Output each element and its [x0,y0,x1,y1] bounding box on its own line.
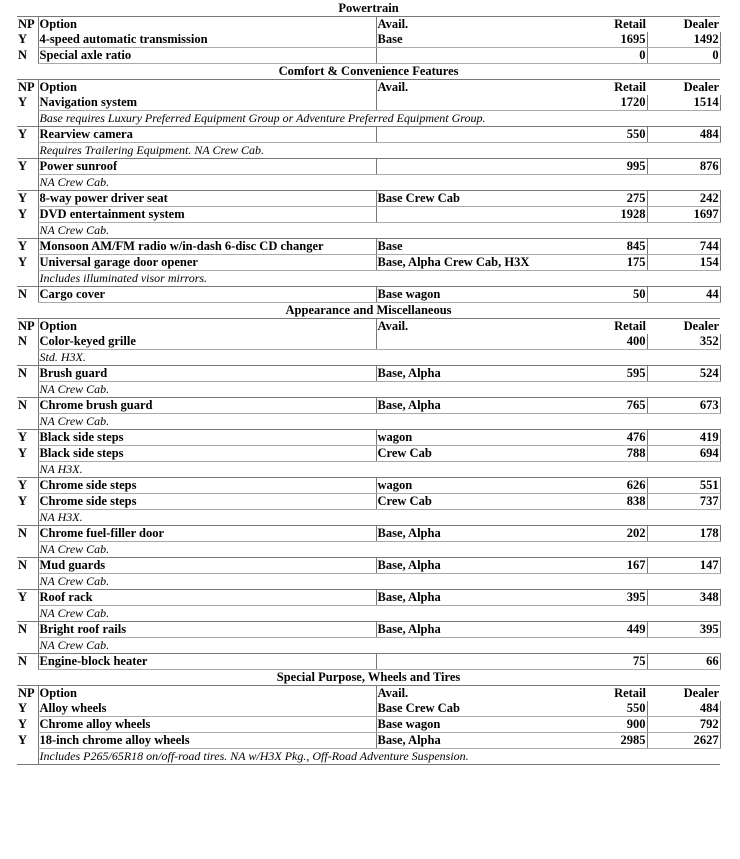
option-note: NA H3X. [38,510,570,526]
option-row [17,430,720,446]
section-title-row [17,670,720,686]
dealer-price: 1697 [647,207,720,223]
np-flag: Y [18,478,28,493]
option-name: 4-speed automatic transmission [38,32,376,48]
option-name: 18-inch chrome alloy wheels [38,733,376,749]
np-flag: N [18,622,28,637]
dealer-price: 1492 [647,32,720,48]
option-row [17,590,720,606]
note-spacer [17,143,38,159]
option-row [17,32,720,48]
retail-price: 0 [570,48,647,64]
option-row [17,159,720,175]
np-flag: N [18,287,28,302]
option-note: NA Crew Cab. [38,175,570,191]
note-row [17,574,720,590]
retail-price: 50 [570,287,647,303]
note-spacer [647,462,720,478]
retail-price: 838 [570,494,647,510]
option-note: NA Crew Cab. [38,542,570,558]
availability [376,48,570,64]
note-row [17,510,720,526]
options-table-body [17,1,720,765]
np-flag: N [18,366,28,381]
retail-price: 765 [570,398,647,414]
option-name: Universal garage door opener [38,255,376,271]
retail-price: 449 [570,622,647,638]
note-spacer [570,350,647,366]
note-row [17,143,720,159]
dealer-price: 44 [647,287,720,303]
section-title: Appearance and Miscellaneous [17,303,720,319]
option-name: Chrome alloy wheels [38,717,376,733]
column-header-np: NP [18,80,35,94]
option-row [17,207,720,223]
note-spacer [570,382,647,398]
option-name: Chrome fuel-filler door [38,526,376,542]
option-name: Power sunroof [38,159,376,175]
note-spacer [647,271,720,287]
availability: Crew Cab [376,446,570,462]
availability: Base, Alpha [376,398,570,414]
availability: Base Crew Cab [376,191,570,207]
section-title-row [17,303,720,319]
option-note: NA H3X. [38,462,570,478]
option-row [17,366,720,382]
retail-price: 1720 [570,95,647,111]
option-note: NA Crew Cab. [38,574,570,590]
column-header-retail: Retail [614,319,646,333]
column-header-retail: Retail [614,17,646,31]
option-row [17,446,720,462]
option-note: Requires Trailering Equipment. NA Crew Cab. [38,143,570,159]
column-header-avail: Avail. [376,319,570,335]
retail-price: 75 [570,654,647,670]
np-flag: N [18,558,28,573]
note-row [17,414,720,430]
note-row [17,462,720,478]
dealer-price: 2627 [647,733,720,749]
availability: Base, Alpha [376,733,570,749]
np-flag: Y [18,430,28,445]
option-name: Roof rack [38,590,376,606]
note-spacer [570,749,647,765]
np-flag: N [18,526,28,541]
option-row [17,654,720,670]
note-spacer [570,606,647,622]
note-spacer [647,510,720,526]
column-header-option: Option [38,686,376,702]
np-flag: Y [18,255,28,269]
column-header-avail: Avail. [376,686,570,702]
dealer-price: 737 [647,494,720,510]
option-name: Chrome brush guard [38,398,376,414]
np-flag: Y [18,95,28,110]
dealer-price: 484 [647,701,720,717]
retail-price: 400 [570,334,647,350]
availability [376,95,570,111]
option-name: Rearview camera [38,127,376,143]
note-spacer [647,382,720,398]
retail-price: 175 [570,255,647,271]
option-note: Includes P265/65R18 on/off-road tires. NA w/H3X Pkg., Off-Road Adventure Suspension. [38,749,570,765]
retail-price: 550 [570,701,647,717]
retail-price: 550 [570,127,647,143]
column-header-dealer: Dealer [683,686,720,700]
dealer-price: 1514 [647,95,720,111]
np-flag: Y [18,191,28,206]
note-row [17,175,720,191]
option-row [17,239,720,255]
np-flag: Y [18,701,28,716]
note-spacer [17,350,38,366]
option-name: Brush guard [38,366,376,382]
note-spacer [570,638,647,654]
option-note: NA Crew Cab. [38,382,570,398]
availability: Base [376,239,570,255]
option-row [17,191,720,207]
note-spacer [647,175,720,191]
column-header-dealer: Dealer [683,80,720,94]
dealer-price: 154 [647,255,720,271]
np-flag: Y [18,733,28,747]
note-spacer [17,175,38,191]
np-flag: Y [18,127,28,142]
retail-price: 167 [570,558,647,574]
option-name: 8-way power driver seat [38,191,376,207]
note-spacer [647,749,720,765]
option-name: Navigation system [38,95,376,111]
option-note: NA Crew Cab. [38,638,570,654]
section-title-row [17,64,720,80]
note-spacer [647,223,720,239]
np-flag: N [18,654,28,669]
np-flag: N [18,334,28,349]
dealer-price: 147 [647,558,720,574]
column-header-row [17,80,720,96]
note-row [17,382,720,398]
option-name: Special axle ratio [38,48,376,64]
option-name: Bright roof rails [38,622,376,638]
option-name: Black side steps [38,446,376,462]
np-flag: N [18,48,28,62]
option-name: Cargo cover [38,287,376,303]
availability: Base, Alpha [376,558,570,574]
option-row [17,717,720,733]
np-flag: N [18,398,28,413]
retail-price: 2985 [570,733,647,749]
np-flag: Y [18,159,28,174]
availability [376,127,570,143]
option-note: Base requires Luxury Preferred Equipment Group or Adventure Preferred Equipment Group. [38,111,570,127]
dealer-price: 178 [647,526,720,542]
np-flag: Y [18,717,28,731]
note-spacer [570,223,647,239]
availability: Base, Alpha [376,366,570,382]
retail-price: 626 [570,478,647,494]
column-header-avail: Avail. [376,80,570,96]
note-spacer [17,574,38,590]
retail-price: 476 [570,430,647,446]
note-spacer [17,414,38,430]
dealer-price: 673 [647,398,720,414]
option-name: Monsoon AM/FM radio w/in-dash 6-disc CD changer [38,239,376,255]
availability: Base [376,32,570,48]
option-row [17,287,720,303]
dealer-price: 876 [647,159,720,175]
np-flag: Y [18,32,28,47]
column-header-retail: Retail [614,80,646,94]
note-spacer [570,542,647,558]
note-spacer [17,749,38,765]
column-header-row [17,17,720,33]
note-spacer [647,414,720,430]
note-row [17,638,720,654]
availability: Base, Alpha [376,622,570,638]
dealer-price: 395 [647,622,720,638]
note-spacer [17,111,38,127]
option-row [17,558,720,574]
dealer-price: 792 [647,717,720,733]
note-spacer [17,638,38,654]
section-title: Powertrain [17,1,720,17]
option-row [17,48,720,64]
retail-price: 788 [570,446,647,462]
note-spacer [570,111,647,127]
option-name: Chrome side steps [38,478,376,494]
note-row [17,111,720,127]
np-flag: Y [18,207,28,221]
option-row [17,334,720,350]
note-spacer [647,638,720,654]
option-row [17,398,720,414]
note-spacer [570,271,647,287]
retail-price: 1695 [570,32,647,48]
note-row [17,542,720,558]
option-row [17,526,720,542]
note-spacer [17,542,38,558]
note-spacer [17,382,38,398]
column-header-option: Option [38,80,376,96]
note-row [17,749,720,765]
retail-price: 900 [570,717,647,733]
note-spacer [570,574,647,590]
column-header-np: NP [18,686,35,700]
section-title: Comfort & Convenience Features [17,64,720,80]
note-spacer [570,462,647,478]
option-row [17,127,720,143]
note-spacer [570,510,647,526]
availability [376,207,570,223]
section-title-row [17,1,720,17]
option-name: Engine-block heater [38,654,376,670]
dealer-price: 0 [647,48,720,64]
dealer-price: 694 [647,446,720,462]
availability [376,334,570,350]
availability [376,654,570,670]
np-flag: Y [18,239,28,254]
column-header-row [17,319,720,335]
availability: Base wagon [376,717,570,733]
section-title: Special Purpose, Wheels and Tires [17,670,720,686]
note-row [17,606,720,622]
availability: Base wagon [376,287,570,303]
option-note: NA Crew Cab. [38,606,570,622]
availability: wagon [376,430,570,446]
column-header-option: Option [38,319,376,335]
option-row [17,733,720,749]
availability: Base, Alpha [376,526,570,542]
column-header-retail: Retail [614,686,646,700]
availability [376,159,570,175]
retail-price: 202 [570,526,647,542]
note-row [17,271,720,287]
option-name: Chrome side steps [38,494,376,510]
note-spacer [570,143,647,159]
np-flag: Y [18,494,28,508]
column-header-np: NP [18,319,35,333]
option-note: Std. H3X. [38,350,570,366]
note-spacer [647,350,720,366]
dealer-price: 66 [647,654,720,670]
dealer-price: 419 [647,430,720,446]
option-note: Includes illuminated visor mirrors. [38,271,570,287]
retail-price: 595 [570,366,647,382]
np-flag: Y [18,590,28,605]
option-name: Color-keyed grille [38,334,376,350]
note-spacer [647,111,720,127]
option-row [17,95,720,111]
column-header-option: Option [38,17,376,33]
note-row [17,350,720,366]
availability: Base, Alpha [376,590,570,606]
dealer-price: 348 [647,590,720,606]
option-row [17,494,720,510]
availability: Base Crew Cab [376,701,570,717]
availability: wagon [376,478,570,494]
note-spacer [570,414,647,430]
column-header-row [17,686,720,702]
dealer-price: 551 [647,478,720,494]
dealer-price: 352 [647,334,720,350]
retail-price: 275 [570,191,647,207]
option-name: Alloy wheels [38,701,376,717]
retail-price: 995 [570,159,647,175]
option-row [17,622,720,638]
note-spacer [17,271,38,287]
retail-price: 395 [570,590,647,606]
dealer-price: 744 [647,239,720,255]
column-header-dealer: Dealer [683,319,720,333]
option-row [17,255,720,271]
column-header-avail: Avail. [376,17,570,33]
option-note: NA Crew Cab. [38,414,570,430]
note-spacer [17,606,38,622]
note-spacer [17,462,38,478]
option-note: NA Crew Cab. [38,223,570,239]
note-spacer [647,143,720,159]
np-flag: Y [18,446,28,460]
availability: Crew Cab [376,494,570,510]
option-name: Black side steps [38,430,376,446]
availability: Base, Alpha Crew Cab, H3X [376,255,570,271]
option-name: Mud guards [38,558,376,574]
note-spacer [17,510,38,526]
retail-price: 1928 [570,207,647,223]
options-table [17,1,721,765]
option-row [17,478,720,494]
column-header-np: NP [18,17,35,31]
note-spacer [647,606,720,622]
note-spacer [17,223,38,239]
dealer-price: 484 [647,127,720,143]
dealer-price: 242 [647,191,720,207]
retail-price: 845 [570,239,647,255]
note-row [17,223,720,239]
note-spacer [647,574,720,590]
column-header-dealer: Dealer [683,17,720,31]
note-spacer [570,175,647,191]
option-name: DVD entertainment system [38,207,376,223]
dealer-price: 524 [647,366,720,382]
option-row [17,701,720,717]
note-spacer [647,542,720,558]
